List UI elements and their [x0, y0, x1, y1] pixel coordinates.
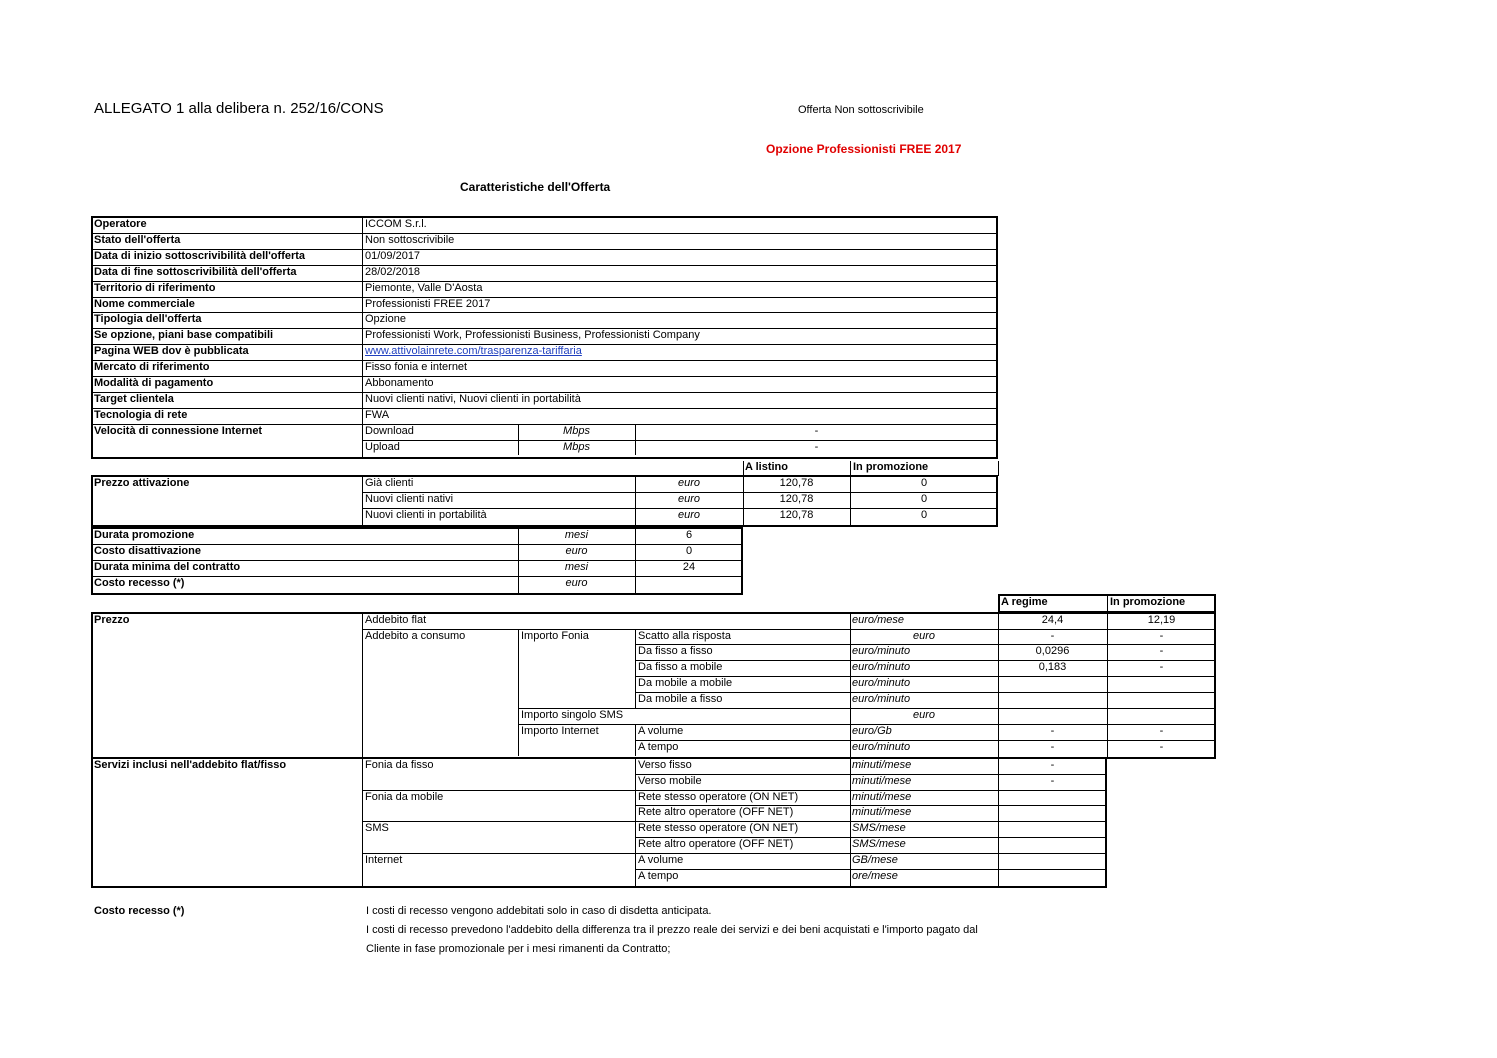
sms-price-unit: euro [912, 709, 936, 721]
term-label: Durata minima del contratto [94, 560, 241, 573]
included-group-name: SMS [365, 822, 389, 835]
table-rule [362, 612, 363, 757]
info-value: Abbonamento [365, 377, 434, 389]
speed-type: Upload [365, 440, 400, 453]
internet-price-label: Importo Internet [521, 724, 599, 737]
included-row-unit: minuti/mese [852, 806, 912, 819]
included-row-unit: minuti/mese [852, 774, 912, 787]
table-rule [91, 576, 743, 577]
info-value: FWA [365, 408, 390, 421]
term-label: Durata promozione [94, 529, 195, 542]
speed-label: Velocità di connessione Internet [94, 424, 263, 437]
activation-unit: euro [677, 477, 701, 490]
info-label: Tecnologia di rete [94, 408, 188, 421]
table-rule [518, 629, 519, 756]
table-rule [91, 376, 998, 377]
internet-row-regime: - [1050, 724, 1055, 737]
activation-list-price: 120,78 [779, 509, 814, 522]
activation-list-price: 120,78 [779, 493, 814, 506]
voice-row-regime: 0,183 [1038, 661, 1067, 674]
included-group-name: Fonia da mobile [365, 790, 444, 803]
info-label: Tipologia dell'offerta [94, 313, 202, 326]
info-label: Territorio di riferimento [94, 281, 216, 294]
flat-regime: 24,4 [1041, 613, 1064, 626]
internet-row-unit: euro/Gb [852, 724, 892, 737]
included-label: Servizi inclusi nell'addebito flat/fisso [94, 758, 287, 771]
voice-row-promo: - [1159, 629, 1164, 642]
voice-row-label: Da mobile a mobile [638, 677, 733, 690]
included-row-value: - [1050, 774, 1055, 787]
included-row-label: Rete stesso operatore (ON NET) [638, 790, 799, 803]
activation-type: Nuovi clienti nativi [365, 493, 454, 506]
price-label: Prezzo [94, 613, 130, 626]
table-rule [91, 281, 998, 282]
section-title: Caratteristiche dell'Offerta [460, 180, 611, 194]
voice-row-regime: 0,0296 [1035, 645, 1070, 658]
voice-label: Importo Fonia [521, 629, 589, 642]
info-value: Piemonte, Valle D'Aosta [365, 281, 483, 294]
info-label: Operatore [94, 218, 147, 230]
table-rule [91, 408, 998, 409]
included-row-label: Verso mobile [638, 774, 702, 787]
activation-list-price: 120,78 [779, 477, 814, 490]
included-row-unit: minuti/mese [852, 758, 912, 771]
term-unit: mesi [564, 529, 589, 542]
term-value: 24 [682, 560, 696, 573]
voice-row-unit: euro [912, 629, 936, 642]
speed-value: - [814, 440, 819, 453]
table-rule [998, 461, 999, 477]
voice-row-promo: - [1159, 661, 1164, 674]
sms-price-label: Importo singolo SMS [521, 709, 624, 721]
voice-row-unit: euro/minuto [852, 661, 911, 674]
info-label: Data di inizio sottoscrivibilità dell'offerta [94, 249, 306, 262]
internet-row-promo: - [1159, 740, 1164, 753]
table-rule [362, 853, 1107, 854]
term-unit: euro [565, 576, 588, 589]
internet-row-label: A volume [638, 724, 684, 737]
info-label: Target clientela [94, 392, 174, 405]
footnote-line-2: I costi di recesso prevedono l'addebito della differenza tra il prezzo reale dei servizi e dei beni acquistati e l'importo pagato dal [366, 924, 978, 936]
info-value: Nuovi clienti nativi, Nuovi clienti in portabilità [365, 392, 581, 405]
voice-row-label: Da fisso a mobile [638, 661, 723, 674]
voice-row-unit: euro/minuto [852, 693, 911, 706]
voice-row-unit: euro/minuto [852, 645, 911, 658]
term-label: Costo recesso (*) [94, 576, 185, 589]
internet-row-unit: euro/minuto [852, 740, 911, 753]
price-col-regime: A regime [1001, 595, 1048, 608]
info-value: Non sottoscrivibile [365, 233, 455, 246]
table-rule [91, 312, 998, 313]
included-group-name: Fonia da fisso [365, 758, 434, 771]
info-value: Fisso fonia e internet [365, 361, 468, 374]
activation-unit: euro [677, 493, 701, 506]
table-rule [91, 233, 998, 234]
activation-unit: euro [677, 509, 701, 522]
included-row-label: A tempo [638, 870, 679, 882]
included-group-name: Internet [365, 854, 403, 867]
included-row-label: Rete altro operatore (OFF NET) [638, 838, 794, 851]
included-row-value: - [1050, 758, 1055, 771]
offer-status-note: Offerta Non sottoscrivibile [798, 104, 924, 116]
internet-row-promo: - [1159, 724, 1164, 737]
info-label: Pagina WEB dov è pubblicata [94, 345, 249, 358]
info-value: Professionisti Work, Professionisti Business, Professionisti Company [365, 329, 700, 342]
included-row-unit: SMS/mese [852, 822, 906, 835]
internet-row-regime: - [1050, 740, 1055, 753]
consumption-label: Addebito a consumo [365, 629, 466, 642]
term-value: 0 [685, 545, 693, 557]
speed-unit: Mbps [563, 424, 590, 437]
info-value: Professionisti FREE 2017 [365, 297, 491, 310]
included-row-unit: GB/mese [852, 854, 898, 867]
activation-promo-price: 0 [920, 509, 928, 522]
footnote-line-1: I costi di recesso vengono addebitati solo in caso di disdetta anticipata. [366, 905, 712, 917]
term-unit: euro [565, 545, 588, 557]
voice-row-label: Da mobile a fisso [638, 693, 723, 706]
table-rule [91, 360, 998, 361]
activation-col-promo: In promozione [853, 460, 929, 473]
footnote-line-3: Cliente in fase promozionale per i mesi rimanenti da Contratto; [366, 943, 671, 955]
offer-webpage-link[interactable]: www.attivolainrete.com/trasparenza-tariffaria [365, 345, 582, 358]
flat-promo: 12,19 [1147, 613, 1176, 626]
included-row-unit: SMS/mese [852, 838, 906, 851]
table-rule [850, 461, 851, 477]
voice-row-regime: - [1050, 629, 1055, 642]
voice-row-label: Da fisso a fisso [638, 645, 713, 658]
info-value: 01/09/2017 [365, 249, 421, 262]
included-row-label: Rete altro operatore (OFF NET) [638, 806, 794, 819]
price-col-promo: In promozione [1110, 595, 1186, 608]
activation-label: Prezzo attivazione [94, 477, 190, 490]
voice-row-promo: - [1159, 645, 1164, 658]
info-label: Stato dell'offerta [94, 233, 181, 246]
term-value: 6 [685, 529, 693, 542]
info-value: Opzione [365, 313, 406, 326]
table-rule [362, 216, 363, 457]
info-label: Data di fine sottoscrivibilità dell'offerta [94, 265, 297, 278]
included-row-unit: ore/mese [852, 870, 898, 882]
table-rule [91, 297, 998, 298]
activation-type: Nuovi clienti in portabilità [365, 509, 487, 522]
included-row-label: Rete stesso operatore (ON NET) [638, 822, 799, 835]
info-label: Mercato di riferimento [94, 361, 210, 374]
voice-row-unit: euro/minuto [852, 677, 911, 690]
document-title: ALLEGATO 1 alla delibera n. 252/16/CONS [94, 100, 384, 117]
term-unit: mesi [564, 560, 589, 573]
activation-promo-price: 0 [920, 477, 928, 490]
info-label: Nome commerciale [94, 297, 195, 310]
speed-value: - [814, 424, 819, 437]
info-label: Modalità di pagamento [94, 377, 214, 389]
flat-unit: euro/mese [852, 613, 904, 626]
internet-row-label: A tempo [638, 740, 679, 753]
speed-unit: Mbps [563, 440, 590, 453]
activation-col-list: A listino [745, 460, 788, 473]
info-label: Se opzione, piani base compatibili [94, 329, 274, 342]
included-row-unit: minuti/mese [852, 790, 912, 803]
footnote-label: Costo recesso (*) [94, 905, 185, 917]
included-row-label: A volume [638, 854, 684, 867]
table-rule [743, 461, 744, 477]
activation-promo-price: 0 [920, 493, 928, 506]
speed-type: Download [365, 424, 414, 437]
flat-label: Addebito flat [365, 613, 427, 626]
term-label: Costo disattivazione [94, 545, 201, 557]
option-name: Opzione Professionisti FREE 2017 [766, 142, 962, 156]
included-row-label: Verso fisso [638, 758, 692, 771]
activation-type: Già clienti [365, 477, 414, 490]
voice-row-label: Scatto alla risposta [638, 629, 731, 642]
info-value: ICCOM S.r.l. [365, 218, 427, 230]
table-rule [1107, 596, 1108, 612]
info-value: 28/02/2018 [365, 265, 421, 278]
table-rule [362, 475, 363, 525]
table-rule [635, 629, 636, 709]
